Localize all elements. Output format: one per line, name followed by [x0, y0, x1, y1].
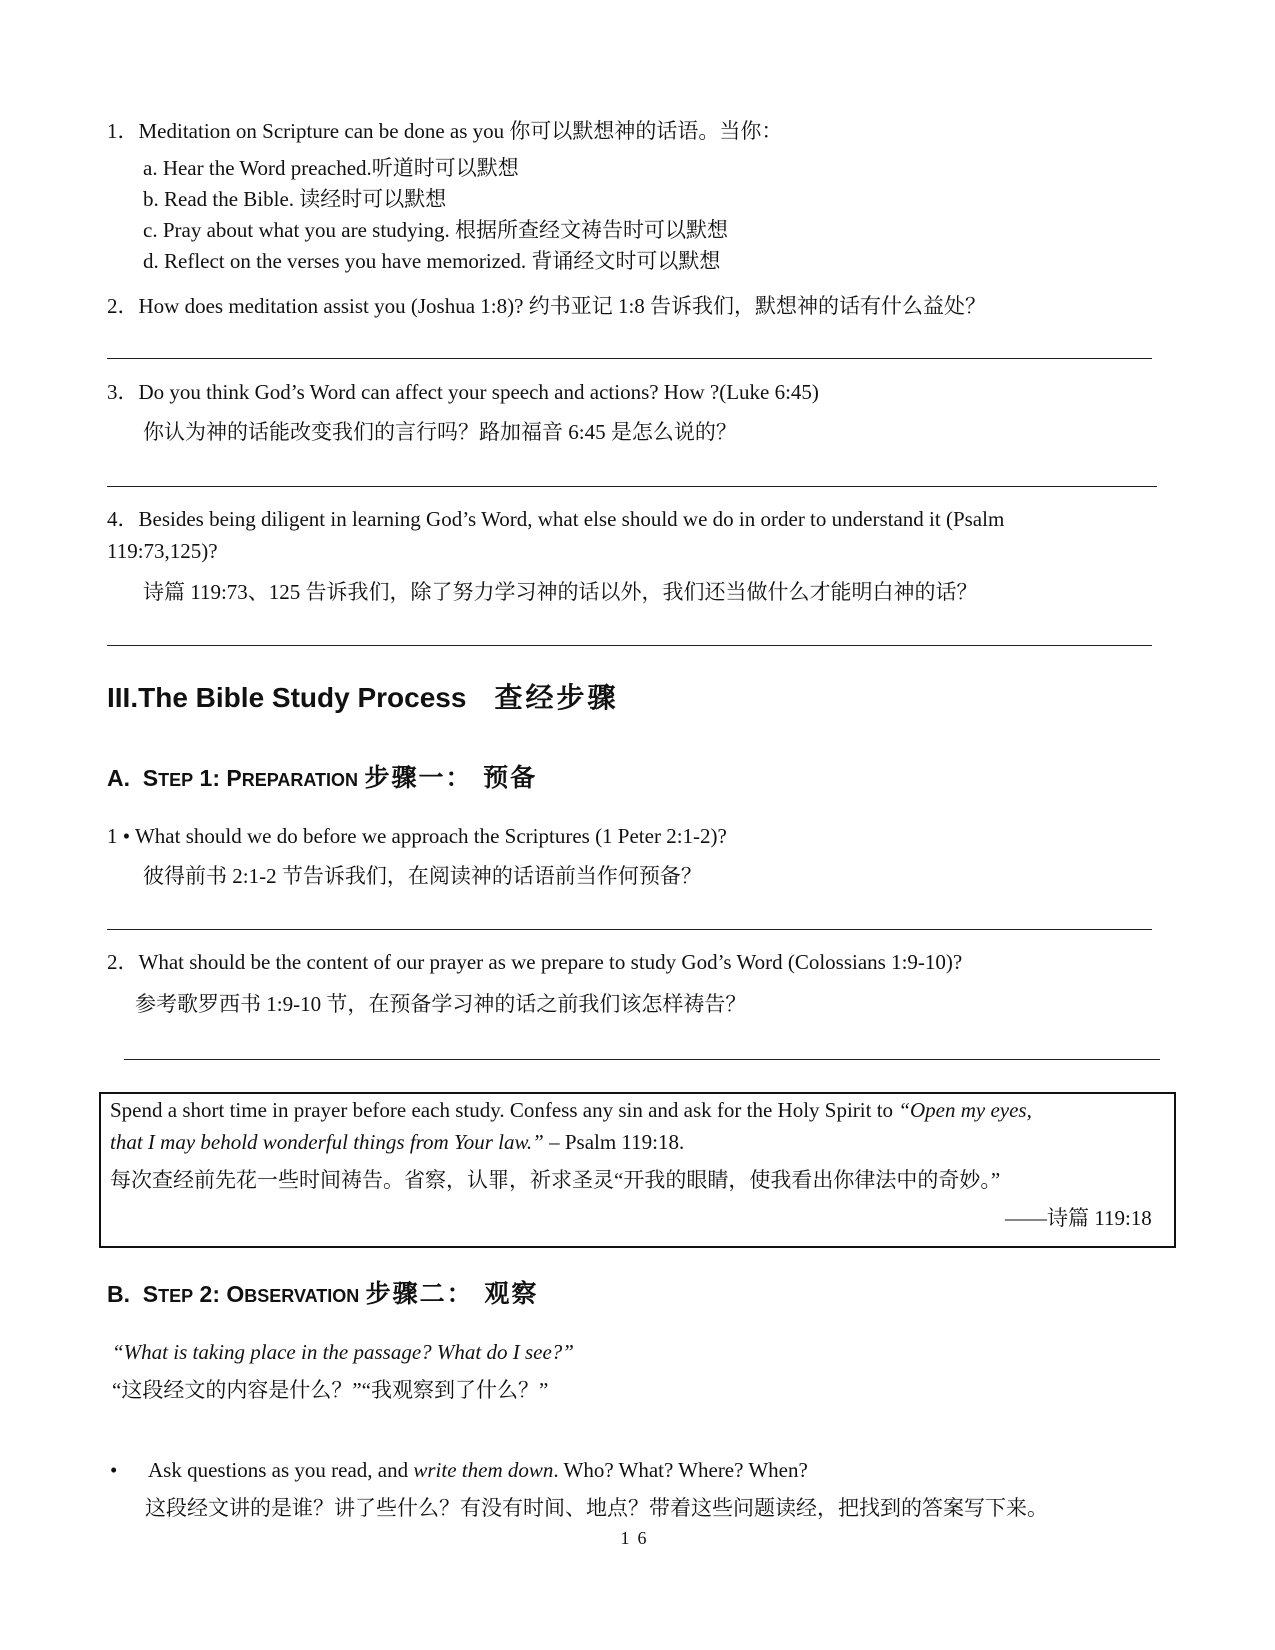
- answer-line-step-1-1[interactable]: [107, 929, 1152, 930]
- answer-line-2[interactable]: [107, 358, 1152, 359]
- question-3-english: 3．Do you think God’s Word can affect your speech and actions? How ?(Luke 6:45): [107, 380, 819, 404]
- question-4-english-line-1: 4．Besides being diligent in learning God’s Word, what else should we do in order to understand it (Psalm: [107, 507, 1005, 531]
- step-1-question-2-english: 2．What should be the content of our prayer as we prepare to study God’s Word (Colossians 1:9-10)?: [107, 950, 963, 974]
- question-1-item-b: b. Read the Bible. 读经时可以默想: [143, 187, 447, 211]
- prayer-note-english-line-1: Spend a short time in prayer before each study. Confess any sin and ask for the Holy Spirit to “Open my eyes,: [110, 1098, 1032, 1122]
- question-2: 2．How does meditation assist you (Joshua 1:8)? 约书亚记 1:8 告诉我们，默想神的话有什么益处？: [107, 294, 987, 318]
- step-1-question-1-chinese: 彼得前书 2:1-2 节告诉我们，在阅读神的话语前当作何预备？: [143, 864, 702, 888]
- question-1-item-d: d. Reflect on the verses you have memorized. 背诵经文时可以默想: [143, 249, 721, 273]
- bullet-english: Ask questions as you read, and write them down. Who? What? Where? When?: [148, 1458, 808, 1482]
- section-heading: [107, 676, 618, 716]
- bullet-mark: •: [110, 1458, 118, 1482]
- step-1-heading-chinese: 步骤一： 预备: [364, 763, 538, 792]
- question-4-english-line-2: 119:73,125)?: [107, 539, 218, 563]
- section-title-chinese: 查经步骤: [494, 681, 619, 714]
- observation-question-chinese: “这段经文的内容是什么？”“我观察到了什么？”: [112, 1378, 549, 1402]
- question-1: 1．Meditation on Scripture can be done as you 你可以默想神的话语。当你：: [107, 119, 783, 143]
- observation-question-english: “What is taking place in the passage? What do I see?”: [112, 1340, 574, 1364]
- question-4-chinese: 诗篇 119:73、125 告诉我们，除了努力学习神的话以外，我们还当做什么才能明白神的话？: [143, 580, 978, 604]
- step-2-heading-chinese: 步骤二： 观察: [365, 1279, 539, 1308]
- step-1-heading: A. STEP 1: PREPARATION 步骤一： 预备: [107, 763, 538, 792]
- answer-line-4[interactable]: [107, 645, 1152, 646]
- section-title: The Bible Study Process: [138, 682, 467, 713]
- section-number: III.: [107, 682, 139, 713]
- question-1-item-a: a. Hear the Word preached.听道时可以默想: [143, 156, 519, 180]
- answer-line-3[interactable]: [107, 486, 1157, 487]
- step-1-question-1-english: 1 • What should we do before we approach the Scriptures (1 Peter 2:1-2)?: [107, 824, 727, 848]
- step-1-question-2-chinese: 参考歌罗西书 1:9-10 节，在预备学习神的话之前我们该怎样祷告？: [135, 992, 747, 1016]
- step-2-heading: B. STEP 2: OBSERVATION 步骤二： 观察: [107, 1279, 539, 1308]
- prayer-note-english-line-2: that I may behold wonderful things from Your law.” – Psalm 119:18.: [110, 1130, 685, 1154]
- question-1-item-c: c. Pray about what you are studying. 根据所查经文祷告时可以默想: [143, 218, 729, 242]
- prayer-note-chinese: 每次查经前先花一些时间祷告。省察，认罪，祈求圣灵“开我的眼睛，使我看出你律法中的奇妙。”: [110, 1168, 1001, 1192]
- prayer-note-reference: ——诗篇 119:18: [1005, 1206, 1152, 1230]
- bullet-chinese: 这段经文讲的是谁？讲了些什么？有没有时间、地点？带着这些问题读经，把找到的答案写下来。: [145, 1496, 1048, 1520]
- question-3-chinese: 你认为神的话能改变我们的言行吗？路加福音 6:45 是怎么说的？: [143, 420, 737, 444]
- answer-line-step-1-2[interactable]: [124, 1059, 1160, 1060]
- page-number: 16: [620, 1528, 655, 1548]
